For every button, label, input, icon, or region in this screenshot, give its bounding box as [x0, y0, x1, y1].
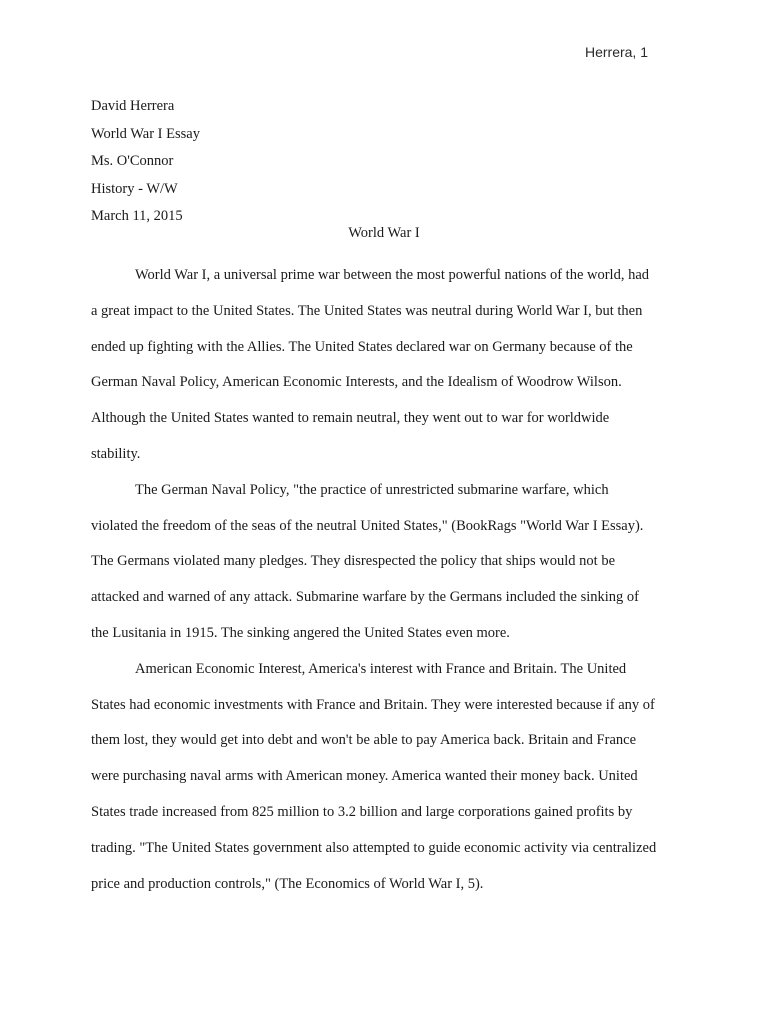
paragraph-2	[91, 473, 681, 652]
essay-date: March 11, 2015	[91, 208, 183, 224]
essay-title: World War I	[348, 225, 420, 241]
text-line: The Germans violated many pledges. They disrespected the policy that ships would not be	[91, 553, 616, 570]
text-line: attacked and warned of any attack. Submarine warfare by the Germans included the sinking of	[91, 589, 639, 606]
text-line: price and production controls," (The Economics of World War I, 5).	[91, 875, 484, 892]
text-line: States had economic investments with France and Britain. They were interested because if any of	[91, 696, 655, 713]
text-line: them lost, they would get into debt and won't be able to pay America back. Britain and France	[91, 732, 637, 749]
text-line: the Lusitania in 1915. The sinking angered the United States even more.	[91, 624, 510, 641]
teacher-name: Ms. O'Connor	[91, 153, 174, 169]
text-line: German Naval Policy, American Economic Interests, and the Idealism of Woodrow Wilson.	[91, 374, 622, 391]
paragraph-1	[91, 258, 681, 473]
author-name: David Herrera	[91, 98, 175, 114]
text-line: The German Naval Policy, "the practice of unrestricted submarine warfare, which	[135, 481, 609, 498]
text-line: stability.	[91, 445, 141, 462]
class-name: History - W/W	[91, 180, 178, 197]
text-line: were purchasing naval arms with American money. America wanted their money back. United	[91, 768, 638, 785]
text-line: ended up fighting with the Allies. The United States declared war on Germany because of the	[91, 338, 633, 355]
essay-heading-block	[91, 93, 200, 231]
text-line: American Economic Interest, America's interest with France and Britain. The United	[135, 660, 627, 677]
running-head: Herrera, 1	[584, 44, 648, 60]
text-line: trading. "The United States government also attempted to guide economic activity via centralized	[91, 839, 657, 856]
paragraph-3	[91, 652, 681, 903]
text-line: violated the freedom of the seas of the neutral United States," (BookRags "World War I Essay).	[91, 517, 644, 534]
text-line: States trade increased from 825 million to 3.2 billion and large corporations gained profits by	[91, 803, 633, 820]
assignment-name: World War I Essay	[91, 125, 200, 142]
text-line: a great impact to the United States. The United States was neutral during World War I, but then	[91, 302, 643, 319]
essay-body	[91, 258, 681, 902]
text-line: World War I, a universal prime war between the most powerful nations of the world, had	[135, 267, 650, 283]
text-line: Although the United States wanted to remain neutral, they went out to war for worldwide	[91, 410, 610, 427]
